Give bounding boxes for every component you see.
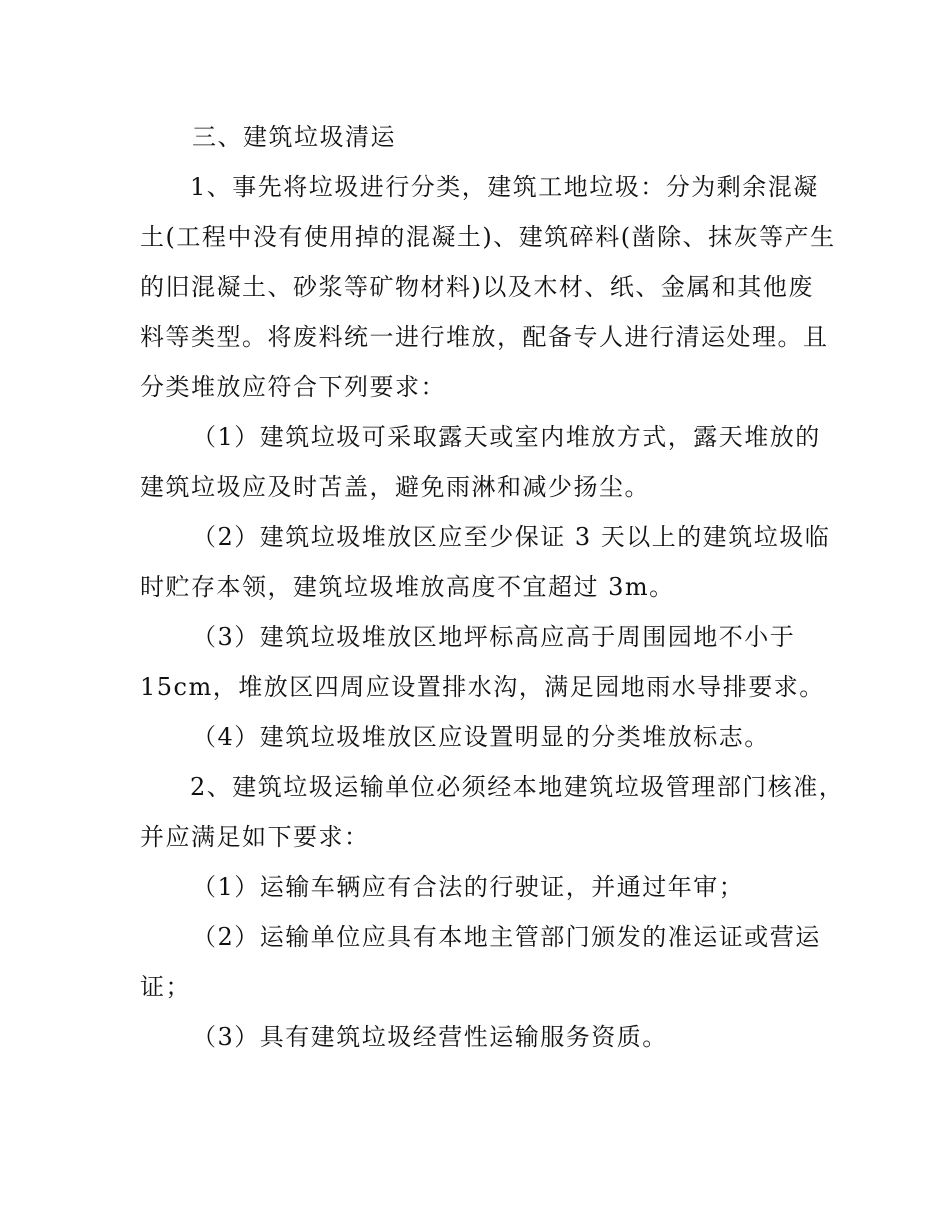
list-item-line: （1）运输车辆应有合法的行驶证，并通过年审；: [192, 873, 745, 901]
list-item-line: （3）具有建筑垃圾经营性运输服务资质。: [192, 1023, 668, 1051]
paragraph-line: 1、事先将垃圾进行分类，建筑工地垃圾：分为剩余混凝: [190, 173, 819, 201]
list-item-line: 时贮存本领，建筑垃圾堆放高度不宜超过 3m。: [140, 573, 675, 601]
list-item-line: （1）建筑垃圾可采取露天或室内堆放方式，露天堆放的: [192, 423, 821, 451]
list-item-line: （2）运输单位应具有本地主管部门颁发的准运证或营运: [192, 923, 821, 951]
list-item-line: 15cm，堆放区四周应设置排水沟，满足园地雨水导排要求。: [140, 673, 825, 701]
paragraph-line: 分类堆放应符合下列要求：: [140, 373, 446, 401]
paragraph-line: 2、建筑垃圾运输单位必须经本地建筑垃圾管理部门核准，: [190, 773, 845, 801]
paragraph-line: 并应满足如下要求：: [140, 823, 370, 851]
list-item-line: 证；: [140, 973, 191, 1001]
paragraph-line: 土(工程中没有使用掉的混凝土)、建筑碎料(凿除、抹灰等产生: [140, 223, 836, 251]
section-heading: 三、建筑垃圾清运: [192, 123, 396, 151]
paragraph-line: 的旧混凝土、砂浆等矿物材料)以及木材、纸、金属和其他废: [140, 273, 814, 301]
list-item-line: （4）建筑垃圾堆放区应设置明显的分类堆放标志。: [192, 723, 770, 751]
list-item-line: （3）建筑垃圾堆放区地坪标高应高于周围园地不小于: [192, 623, 796, 651]
list-item-line: （2）建筑垃圾堆放区应至少保证 3 天以上的建筑垃圾临: [192, 523, 831, 551]
list-item-line: 建筑垃圾应及时苫盖，避免雨淋和减少扬尘。: [140, 473, 650, 501]
paragraph-line: 料等类型。将废料统一进行堆放，配备专人进行清运处理。且: [140, 323, 829, 351]
